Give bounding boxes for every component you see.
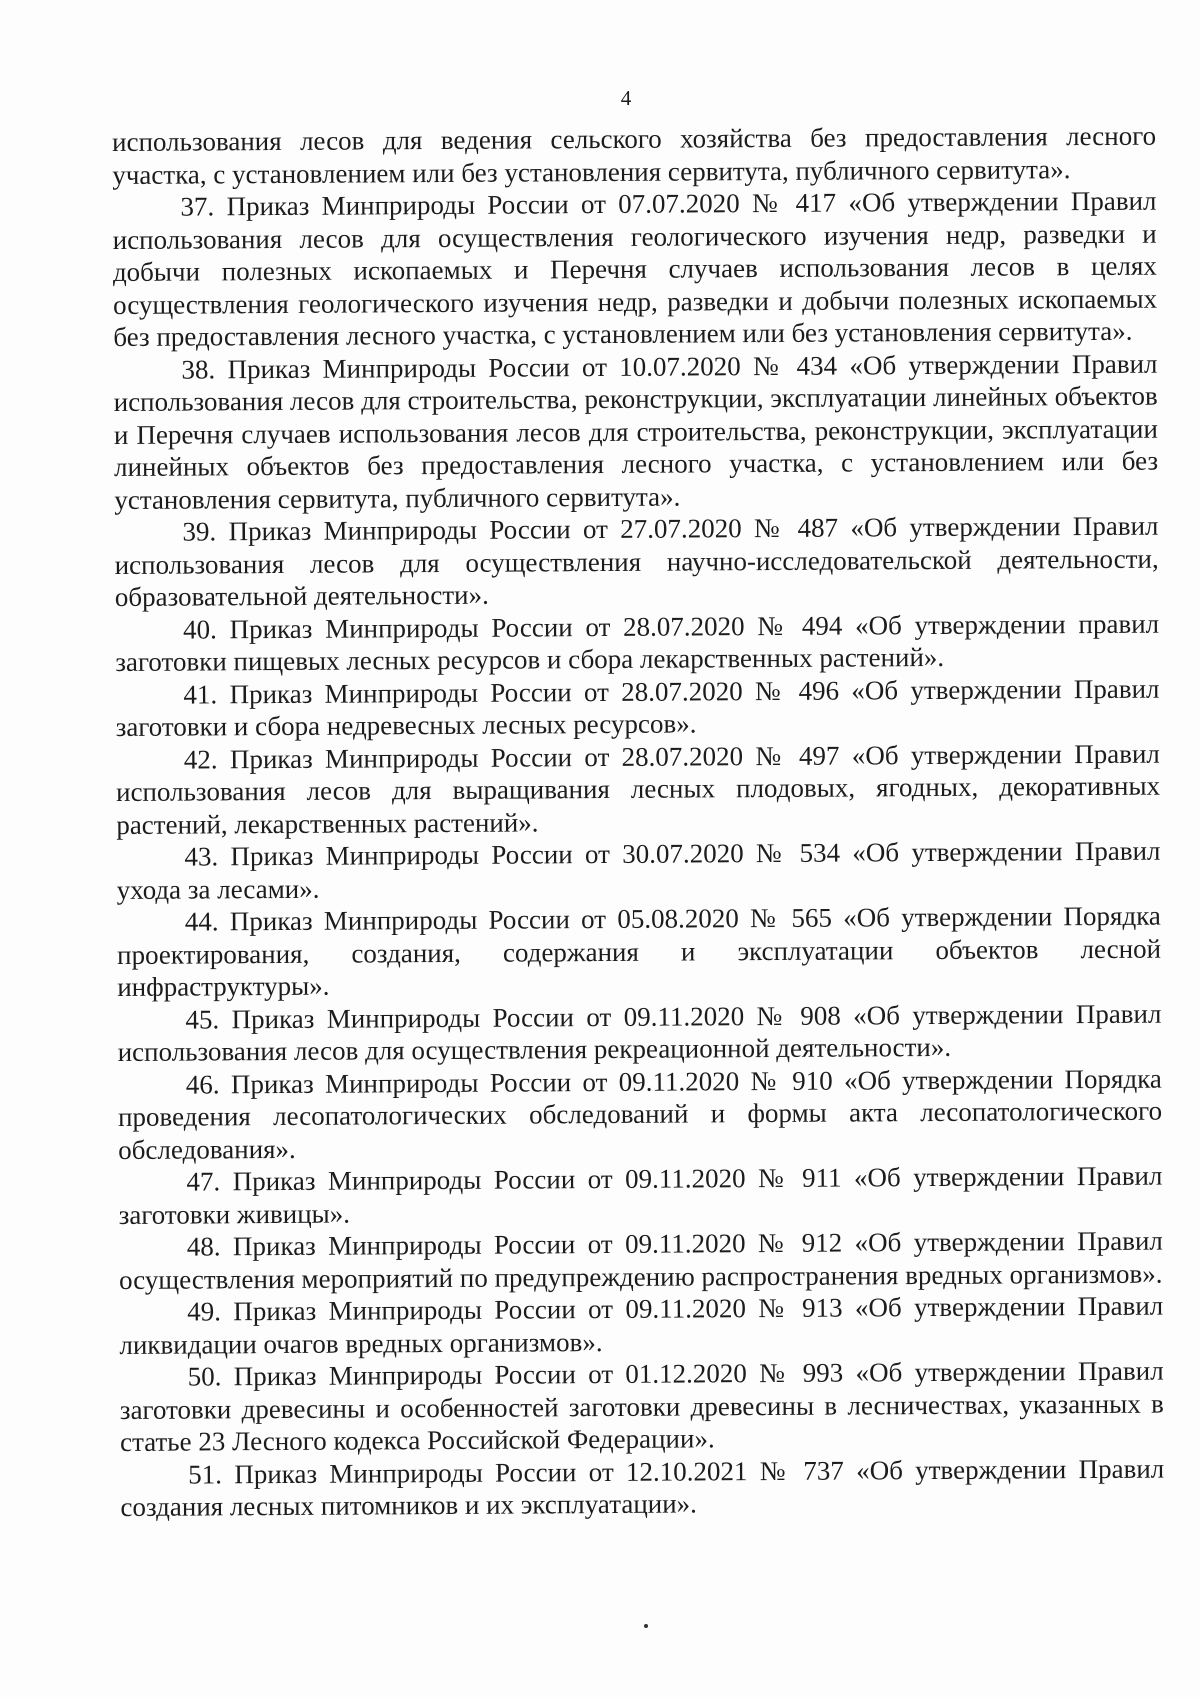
list-item-46: 46. Приказ Минприроды России от 09.11.2020 № 910 «Об утверждении Порядка проведения лесопатологических обследований и формы акта лесопатологического обследования». xyxy=(117,1063,1163,1165)
scan-dot-mark xyxy=(644,1624,648,1628)
list-item-39: 39. Приказ Минприроды России от 27.07.2020 № 487 «Об утверждении Правил использования лесов для осуществления научно-исследовательской деятельности, образовательной деятельности». xyxy=(114,510,1159,612)
list-item-47: 47. Приказ Минприроды России от 09.11.2020 № 911 «Об утверждении Правил заготовки живицы». xyxy=(118,1160,1163,1230)
list-item-50: 50. Приказ Минприроды России от 01.12.2020 № 993 «Об утверждении Правил заготовки древесины и особенностей заготовки древесины в лесничествах, указанных в статье 23 Лесного кодекса Российской Федерации». xyxy=(119,1355,1164,1457)
list-item-37: 37. Приказ Минприроды России от 07.07.2020 № 417 «Об утверждении Правил использования лесов для осуществления геологического изучения недр, разведки и добычи полезных ископаемых и Перечня случаев использования лесов в целях осуществления геологического изучения недр, разведки и добычи полезных ископаемых без предоставления лесного участка, с установлением или без установления сервитута». xyxy=(112,185,1158,352)
list-item-49: 49. Приказ Минприроды России от 09.11.2020 № 913 «Об утверждении Правил ликвидации очагов вредных организмов». xyxy=(119,1290,1164,1360)
list-item-48: 48. Приказ Минприроды России от 09.11.2020 № 912 «Об утверждении Правил осуществления мероприятий по предупреждению распространения вредных организмов». xyxy=(118,1225,1163,1295)
list-item-43: 43. Приказ Минприроды России от 30.07.2020 № 534 «Об утверждении Правил ухода за лесами». xyxy=(116,835,1161,905)
list-item-40: 40. Приказ Минприроды России от 28.07.2020 № 494 «Об утверждении правил заготовки пищевых лесных ресурсов и сбора лекарственных растений». xyxy=(115,608,1160,677)
page-number: 4 xyxy=(620,86,632,110)
list-item-41: 41. Приказ Минприроды России от 28.07.2020 № 496 «Об утверждении Правил заготовки и сбора недревесных лесных ресурсов». xyxy=(115,673,1160,742)
list-item-51: 51. Приказ Минприроды России от 12.10.2021 № 737 «Об утверждении Правил создания лесных питомников и их эксплуатации». xyxy=(120,1453,1165,1522)
list-item-45: 45. Приказ Минприроды России от 09.11.2020 № 908 «Об утверждении Правил использования лесов для осуществления рекреационной деятельности». xyxy=(117,998,1162,1067)
list-item-42: 42. Приказ Минприроды России от 28.07.2020 № 497 «Об утверждении Правил использования лесов для выращивания лесных плодовых, ягодных, декоративных растений, лекарственных растений». xyxy=(115,738,1161,840)
list-item-44: 44. Приказ Минприроды России от 05.08.2020 № 565 «Об утверждении Порядка проектирования, создания, содержания и эксплуатации объектов лесной инфраструктуры». xyxy=(116,900,1162,1002)
document-body xyxy=(112,120,1165,1524)
list-item-38: 38. Приказ Минприроды России от 10.07.2020 № 434 «Об утверждении Правил использования лесов для строительства, реконструкции, эксплуатации линейных объектов и Перечня случаев использования лесов для строительства, реконструкции, эксплуатации линейных объектов без предоставления лесного участка, с установлением или без установления сервитута, публичного сервитута». xyxy=(113,348,1159,515)
continuation-paragraph: использования лесов для ведения сельского хозяйства без предоставления лесного участка, с установлением или без установления сервитута, публичного сервитута». xyxy=(112,120,1157,190)
